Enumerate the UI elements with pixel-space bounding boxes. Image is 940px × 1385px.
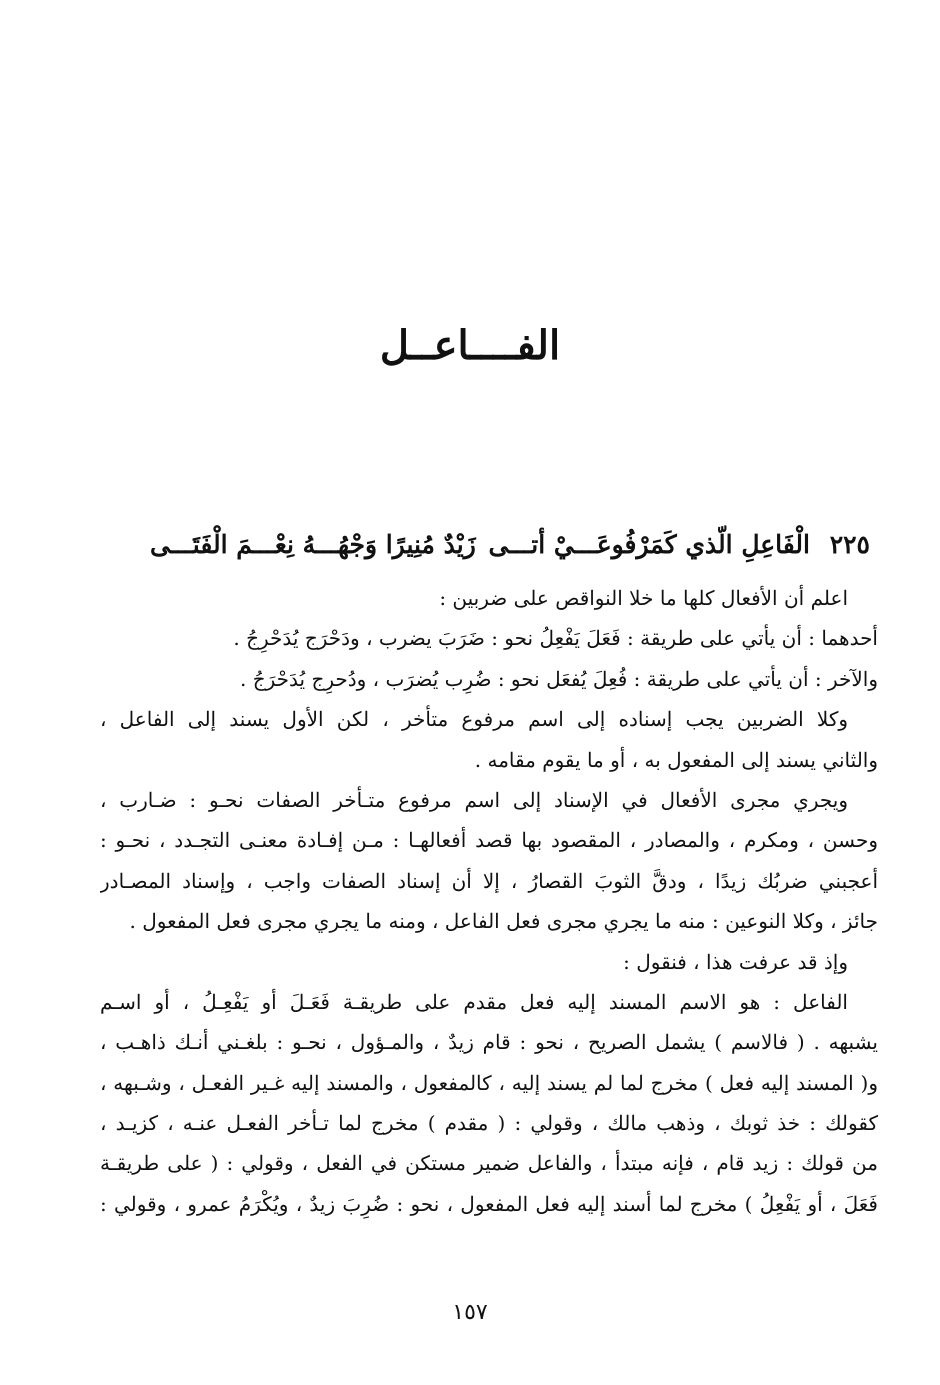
verse-first-hemistich: الْفَاعِلِ الّذي كَمَرْفُوعَـــيْ أتـــى <box>488 530 810 559</box>
chapter-title: الفــــاعــل <box>379 322 561 369</box>
text-line: وإذ قد عرفت هذا ، فنقول : <box>623 949 848 974</box>
verse-line <box>150 530 870 576</box>
page-number: ١٥٧ <box>452 1300 488 1325</box>
text-line: جائز ، وكلا النوعين : منه ما يجري مجرى فعل الفاعل ، ومنه ما يجري مجرى فعل المفعول . <box>129 909 878 934</box>
text-line: و( المسند إليه فعل ) مخرج لما لم يسند إليه ، كالمفعول ، والمسند إليه غـير الفعـل ، وشـبهه ، <box>100 1070 878 1095</box>
text-line: أحدهما : أن يأتي على طريقة : فَعَلَ يَفْعِلُ نحو : ضَرَبَ يضرب ، ودَحْرَج يُدَحْرِجُ . <box>233 626 878 651</box>
text-line: كقولك : خذ ثوبك ، وذهب مالك ، وقولي : ( مقدم ) مخرج لما تـأخر الفعـل عنـه ، كزيـد ، <box>100 1111 878 1136</box>
text-line: ويجري مجرى الأفعال في الإسناد إلى اسم مرفوع متـأخر الصفات نحـو : ضـارب ، <box>100 787 848 812</box>
text-line: من قولك : زيد قام ، فإنه مبتدأ ، والفاعل ضمير مستكن في الفعل ، وقولي : ( على طريقـة <box>100 1151 878 1176</box>
text-line: اعلم أن الأفعال كلها ما خلا النواقص على ضربين : <box>439 586 848 610</box>
text-line: والثاني يسند إلى المفعول به ، أو ما يقوم مقامه . <box>474 747 878 772</box>
text-line: فَعَلَ ، أو يَفْعِلُ ) مخرج لما أسند إليه فعل المفعول ، نحو : ضُرِبَ زيدٌ ، ويُكْرَمُ عمرو ، وقولي : <box>100 1191 878 1216</box>
text-line: الفاعل : هو الاسم المسند إليه فعل مقدم على طريقـة فَعَـلَ أو يَفْعِـلُ ، أو اسـم <box>100 989 848 1014</box>
verse-number: ٢٢٥ <box>829 530 870 559</box>
text-line: أعجبني ضربُك زيدًا ، ودقَّ الثوبَ القصارُ ، إلا أن إسناد الصفات واجب ، وإسناد المصـادر <box>100 868 878 893</box>
text-line: وحسن ، ومكرم ، والمصادر ، المقصود بها قصد أفعالهـا : مـن إفـادة معنـى التجـدد ، نحـو : <box>100 828 878 853</box>
text-line: وكلا الضربين يجب إسناده إلى اسم مرفوع متأخر ، لكن الأول يسند إلى الفاعل ، <box>100 707 848 732</box>
body-text <box>100 578 878 1224</box>
verse-second-hemistich: زَيْدٌ مُنِيرًا وَجْهُـــهُ نِعْـــمَ الْفَتَـــى <box>150 530 476 559</box>
text-line: يشبهه . ( فالاسم ) يشمل الصريح ، نحو : قام زيدٌ ، والمـؤول ، نحـو : بلغـني أنـك ذاهـب ، <box>100 1030 878 1055</box>
text-line: والآخر : أن يأتي على طريقة : فُعِلَ يُفعَل نحو : ضُرِب يُضرَب ، ودُحرِج يُدَحْرَجُ . <box>240 666 878 691</box>
